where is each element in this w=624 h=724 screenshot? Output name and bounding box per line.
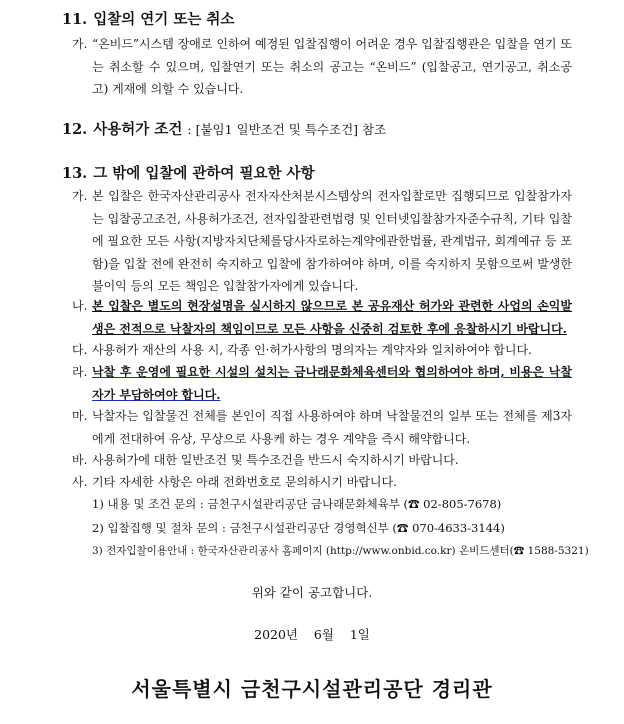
section-13-number: 13. (62, 165, 88, 182)
item-text-emphasized: 본 입찰은 별도의 현장설명을 실시하지 않으므로 본 공유재산 허가와 관련한 사업의 손익발생은 전적으로 낙찰자의 책임이므로 모든 사항을 신중히 검토한 후에 응찰하시기 바랍니다. (92, 299, 572, 336)
section-12-number: 12. (62, 121, 88, 138)
section-12-title: 사용허가 조건 (93, 121, 183, 138)
section-13-item-ba (72, 449, 572, 472)
section-13-heading (62, 162, 315, 183)
section-12-heading (62, 118, 386, 139)
item-text-emphasized: 낙찰 후 운영에 필요한 시설의 설치는 금나래문화체육센터와 협의하여야 하며, 비용은 낙찰자가 부담하여야 합니다. (92, 365, 572, 402)
item-marker: 바. (72, 453, 88, 467)
section-11-number: 11. (62, 11, 88, 28)
section-13-item-na (72, 295, 572, 340)
section-11-item-ga (72, 33, 572, 101)
item-text: 기타 자세한 사항은 아래 전화번호로 문의하시기 바랍니다. (92, 475, 397, 489)
item-text: “온비드”시스템 장애로 인하여 예정된 입찰집행이 어려운 경우 입찰집행관은 입찰을 연기 또는 취소할 수 있으며, 입찰연기 또는 취소의 공고는 “온비드” (입찰공고, 연기공고, 취소공고) 게재에 의할 수 있습니다. (92, 37, 572, 96)
section-11-title: 입찰의 연기 또는 취소 (93, 11, 235, 28)
notice-date: 2020년 6월 1일 (254, 627, 370, 642)
contact-onbid-guide: 3) 전자입찰이용안내 : 한국자산관리공사 홈페이지 (http://www.onbid.co.kr) 온비드센터(☎ 1588-5321) (92, 545, 589, 557)
section-13-item-ma (72, 405, 572, 450)
contact-inquiry-procedure: 2) 입찰집행 및 절차 문의 : 금천구시설관리공단 경영혁신부 (☎ 070-4633-3144) (92, 521, 505, 535)
closing-statement: 위와 같이 공고합니다. (251, 585, 373, 600)
item-text: 사용허가 재산의 사용 시, 각종 인·허가사항의 명의자는 계약자와 일치하여야 합니다. (92, 343, 532, 357)
item-text: 낙찰자는 입찰물건 전체를 본인이 직접 사용하여야 하며 낙찰물건의 일부 또는 전체를 제3자에게 전대하여 유상, 무상으로 사용케 하는 경우 계약을 즉시 해약합니다. (92, 409, 572, 446)
section-13-item-sa (72, 471, 572, 494)
item-text: 본 입찰은 한국자산관리공사 전자자산처분시스템상의 전자입찰로만 집행되므로 입찰참가자는 입찰공고조건, 사용허가조건, 전자입찰관련법령 및 인터넷입찰참가자준수규칙, 기타 입찰에 필요한 모든 사항(지방자치단체를당사자로하는계약에관한법률, 관계법규, 회계예규 등 포함)을 입찰 전에 완전히 숙지하고 입찰에 참가하여야 하며, 이를 숙지하지 못함으로써 발생한 불이익 등의 모든 책임은 입찰참가자에게 있습니다. (92, 189, 572, 293)
item-marker: 마. (72, 409, 88, 423)
section-13-title: 그 밖에 입찰에 관하여 필요한 사항 (93, 165, 315, 182)
section-13-item-ga (72, 185, 572, 298)
section-11-heading (62, 8, 234, 29)
section-13-item-ra (72, 361, 572, 406)
item-marker: 다. (72, 343, 88, 357)
item-marker: 라. (72, 365, 88, 379)
item-text: 사용허가에 대한 일반조건 및 특수조건을 반드시 숙지하시기 바랍니다. (92, 453, 459, 467)
item-marker: 사. (72, 475, 88, 489)
section-12-reference: : [붙임1 일반조건 및 특수조건] 참조 (187, 122, 387, 137)
item-marker: 가. (72, 189, 88, 203)
contact-inquiry-conditions: 1) 내용 및 조건 문의 : 금천구시설관리공단 금나래문화체육부 (☎ 02-805-7678) (92, 497, 502, 511)
item-marker: 나. (72, 299, 88, 313)
signer-name: 서울특별시 금천구시설관리공단 경리관 (131, 677, 493, 701)
section-13-item-da (72, 339, 572, 362)
item-marker: 가. (72, 37, 88, 51)
